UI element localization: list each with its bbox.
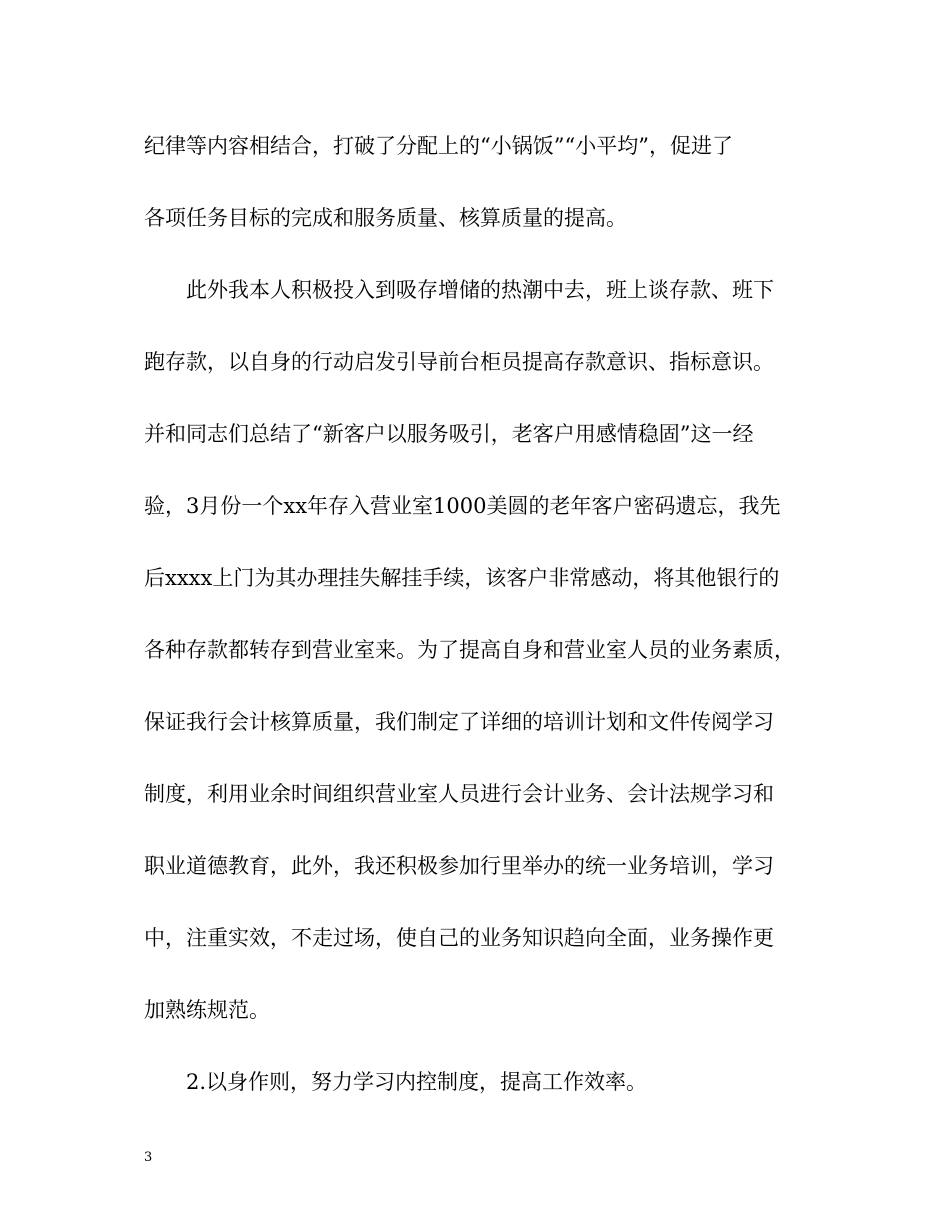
- text-line-10: 制度，利用业余时间组织营业室人员进行会计业务、会计法规学习和: [144, 782, 774, 806]
- text-line-2: 各项任务目标的完成和服务质量、核算质量的提高。: [144, 206, 627, 230]
- text-line-12: 中，注重实效，不走过场，使自己的业务知识趋向全面，业务操作更: [144, 926, 774, 950]
- text-line-13: 加熟练规范。: [144, 998, 270, 1022]
- text-line-3: 此外我本人积极投入到吸存增储的热潮中去，班上谈存款、班下: [186, 278, 774, 302]
- text-line-6: 验，3月份一个xx年存入营业室1000美圆的老年客户密码遗忘，我先: [144, 494, 781, 518]
- text-line-11: 职业道德教育，此外，我还积极参加行里举办的统一业务培训，学习: [144, 854, 774, 878]
- text-line-9: 保证我行会计核算质量，我们制定了详细的培训计划和文件传阅学习: [144, 710, 774, 734]
- text-line-8: 各种存款都转存到营业室来。为了提高自身和营业室人员的业务素质，: [144, 638, 795, 662]
- text-line-5: 并和同志们总结了“新客户以服务吸引，老客户用感情稳固”这一经: [144, 422, 754, 446]
- text-line-14: 2.以身作则，努力学习内控制度，提高工作效率。: [186, 1070, 648, 1094]
- text-line-1: 纪律等内容相结合，打破了分配上的“小锅饭”“小平均”，促进了: [144, 134, 733, 158]
- text-line-4: 跑存款，以自身的行动启发引导前台柜员提高存款意识、指标意识。: [144, 350, 774, 374]
- page-number: 3: [144, 1150, 153, 1165]
- text-line-7: 后xxxx上门为其办理挂失解挂手续，该客户非常感动，将其他银行的: [144, 566, 780, 590]
